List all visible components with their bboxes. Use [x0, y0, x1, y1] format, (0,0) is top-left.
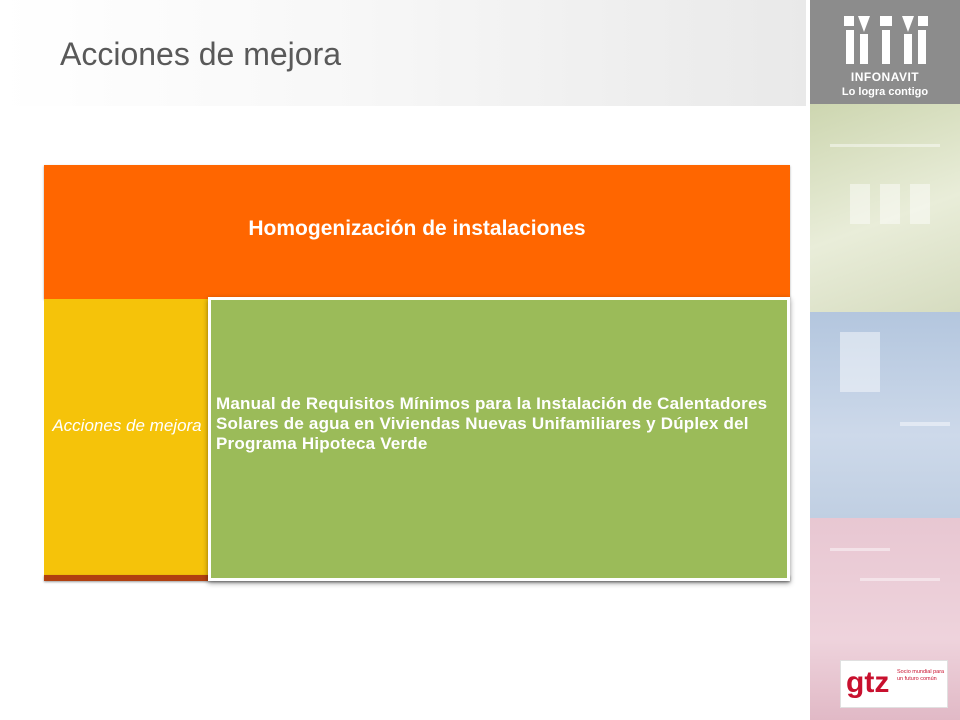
logo-name: INFONAVIT — [850, 70, 920, 84]
diagram-header-text: Homogenización de instalaciones — [248, 217, 586, 240]
diagram-side-block — [44, 299, 210, 575]
diagram-header — [44, 165, 790, 299]
infonavit-logo — [810, 0, 960, 104]
gtz-logo — [840, 660, 948, 708]
house-photo-blue — [810, 312, 960, 518]
gtz-wordmark: gtz — [846, 666, 890, 699]
house-photo-green — [810, 104, 960, 312]
diagram-content-text: Manual de Requisitos Mínimos para la Instalación de Calentadores Solares de agua en Viviendas Nuevas Unifamiliares y Dúplex del Programa Hipoteca Verde — [216, 394, 768, 453]
diagram-content-block — [208, 297, 790, 581]
photo-strip — [810, 0, 960, 720]
improvement-diagram — [44, 165, 790, 585]
gtz-tagline: Socio mundial para un futuro común — [897, 669, 945, 682]
slide-title: Acciones de mejora — [60, 36, 342, 72]
infonavit-emblem-icon — [838, 12, 934, 68]
diagram-side-label: Acciones de mejora — [52, 416, 202, 435]
logo-slogan: Lo logra contigo — [841, 86, 929, 98]
